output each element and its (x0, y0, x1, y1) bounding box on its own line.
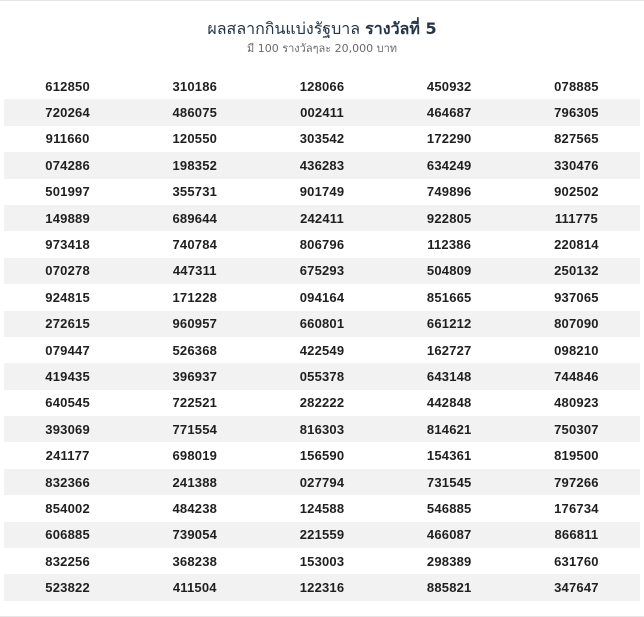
lottery-number: 112386 (427, 237, 472, 253)
lottery-number: 176734 (554, 500, 599, 516)
table-row (4, 390, 640, 416)
lottery-number: 771554 (172, 421, 218, 437)
lottery-number: 480923 (554, 395, 599, 411)
lottery-number: 796305 (554, 105, 599, 121)
lottery-number: 924815 (45, 289, 90, 305)
lottery-number: 854002 (45, 500, 90, 516)
lottery-number: 156590 (299, 448, 345, 464)
lottery-number: 466087 (426, 527, 472, 543)
lottery-number: 731545 (426, 474, 472, 490)
lottery-number: 937065 (554, 289, 599, 305)
lottery-number: 486075 (172, 105, 218, 121)
lottery-number: 422549 (299, 342, 345, 358)
lottery-number: 078885 (554, 78, 599, 94)
table-row (4, 205, 640, 231)
lottery-number: 523822 (45, 580, 90, 596)
table-row (4, 231, 640, 257)
lottery-number: 450932 (426, 78, 472, 94)
lottery-number: 221559 (299, 527, 345, 543)
lottery-number: 411504 (172, 580, 217, 596)
table-row (4, 495, 640, 521)
lottery-number: 368238 (172, 553, 218, 569)
lottery-number: 154361 (426, 448, 472, 464)
lottery-number: 153003 (299, 553, 345, 569)
lottery-number: 631760 (554, 553, 599, 569)
lottery-number: 885821 (426, 580, 472, 596)
lottery-number: 698019 (172, 448, 218, 464)
lottery-number: 027794 (299, 474, 345, 490)
lottery-number: 347647 (554, 580, 599, 596)
lottery-number: 749896 (426, 184, 472, 200)
lottery-number: 640545 (45, 395, 90, 411)
lottery-number: 612850 (45, 78, 90, 94)
table-row (4, 258, 640, 284)
lottery-number: 220814 (554, 237, 599, 253)
lottery-number: 851665 (426, 289, 472, 305)
lottery-number: 171228 (172, 289, 218, 305)
lottery-number: 806796 (299, 237, 345, 253)
lottery-number: 819500 (554, 448, 599, 464)
table-row (4, 99, 640, 125)
lottery-number: 396937 (172, 368, 218, 384)
lottery-number: 330476 (554, 157, 599, 173)
table-row (4, 363, 640, 389)
lottery-number: 111775 (554, 210, 598, 226)
lottery-number: 079447 (45, 342, 90, 358)
lottery-number: 911660 (45, 131, 90, 147)
lottery-number: 661212 (426, 316, 472, 332)
table-row (4, 574, 640, 600)
lottery-number: 501997 (45, 184, 90, 200)
page-subtitle: มี 100 รางวัลๆละ 20,000 บาท (246, 42, 398, 55)
lottery-number: 832366 (45, 474, 90, 490)
lottery-number: 172290 (426, 131, 472, 147)
lottery-number: 241177 (45, 448, 90, 464)
lottery-number: 124588 (299, 500, 345, 516)
lottery-number: 310186 (172, 78, 218, 94)
lottery-number: 832256 (45, 553, 90, 569)
lottery-number: 634249 (426, 157, 472, 173)
lottery-number: 094164 (299, 289, 345, 305)
lottery-number: 526368 (172, 342, 218, 358)
lottery-number: 740784 (172, 237, 218, 253)
lottery-number: 866811 (554, 527, 599, 543)
table-row (4, 284, 640, 310)
lottery-number: 814621 (426, 421, 472, 437)
lottery-number: 282222 (299, 395, 345, 411)
numbers-table (4, 73, 640, 601)
lottery-number: 739054 (172, 527, 218, 543)
lottery-number: 816303 (299, 421, 345, 437)
lottery-number: 198352 (172, 157, 218, 173)
lottery-number: 464687 (426, 105, 472, 121)
title-prize: รางวัลที่ 5 (365, 19, 437, 38)
lottery-number: 901749 (299, 184, 345, 200)
table-row (4, 311, 640, 337)
lottery-number: 689644 (172, 210, 218, 226)
lottery-number: 355731 (172, 184, 218, 200)
lottery-number: 973418 (45, 237, 90, 253)
table-row (4, 179, 640, 205)
results-header (0, 1, 644, 56)
lottery-number: 504809 (426, 263, 472, 279)
lottery-number: 797266 (554, 474, 599, 490)
lottery-number: 750307 (554, 421, 599, 437)
table-row (4, 416, 640, 442)
table-row (4, 442, 640, 468)
lottery-number: 055378 (299, 368, 345, 384)
lottery-number: 241388 (172, 474, 218, 490)
lottery-number: 922805 (426, 210, 472, 226)
lottery-number: 827565 (554, 131, 599, 147)
lottery-number: 902502 (554, 184, 599, 200)
lottery-number: 436283 (299, 157, 345, 173)
lottery-number: 643148 (426, 368, 472, 384)
lottery-number: 272615 (45, 316, 90, 332)
title-prefix: ผลสลากกินแบ่งรัฐบาล (207, 19, 361, 38)
lottery-number: 546885 (426, 500, 472, 516)
lottery-number: 960957 (172, 316, 218, 332)
lottery-number: 722521 (172, 395, 218, 411)
lottery-number: 484238 (172, 500, 218, 516)
lottery-number: 393069 (45, 421, 90, 437)
lottery-number: 675293 (299, 263, 345, 279)
lottery-number: 149889 (45, 210, 90, 226)
table-row (4, 152, 640, 178)
lottery-number: 242411 (300, 210, 344, 226)
lottery-number: 447311 (172, 263, 217, 279)
page-title (0, 19, 644, 39)
lottery-number: 250132 (554, 263, 599, 279)
lottery-number: 098210 (554, 342, 599, 358)
lottery-number: 002411 (300, 105, 344, 121)
lottery-number: 074286 (45, 157, 90, 173)
lottery-number: 419435 (45, 368, 90, 384)
lottery-number: 162727 (426, 342, 472, 358)
lottery-number: 303542 (299, 131, 345, 147)
table-row (4, 469, 640, 495)
table-row (4, 126, 640, 152)
lottery-number: 442848 (426, 395, 472, 411)
lottery-number: 720264 (45, 105, 90, 121)
table-row (4, 73, 640, 99)
lottery-number: 128066 (299, 78, 345, 94)
table-row (4, 548, 640, 574)
lottery-number: 298389 (426, 553, 472, 569)
lottery-number: 744846 (554, 368, 599, 384)
lottery-number: 120550 (172, 131, 218, 147)
lottery-number: 606885 (45, 527, 90, 543)
lottery-number: 807090 (554, 316, 599, 332)
lottery-number: 070278 (45, 263, 90, 279)
lottery-number: 122316 (299, 580, 345, 596)
lottery-number: 660801 (299, 316, 345, 332)
table-row (4, 522, 640, 548)
table-row (4, 337, 640, 363)
